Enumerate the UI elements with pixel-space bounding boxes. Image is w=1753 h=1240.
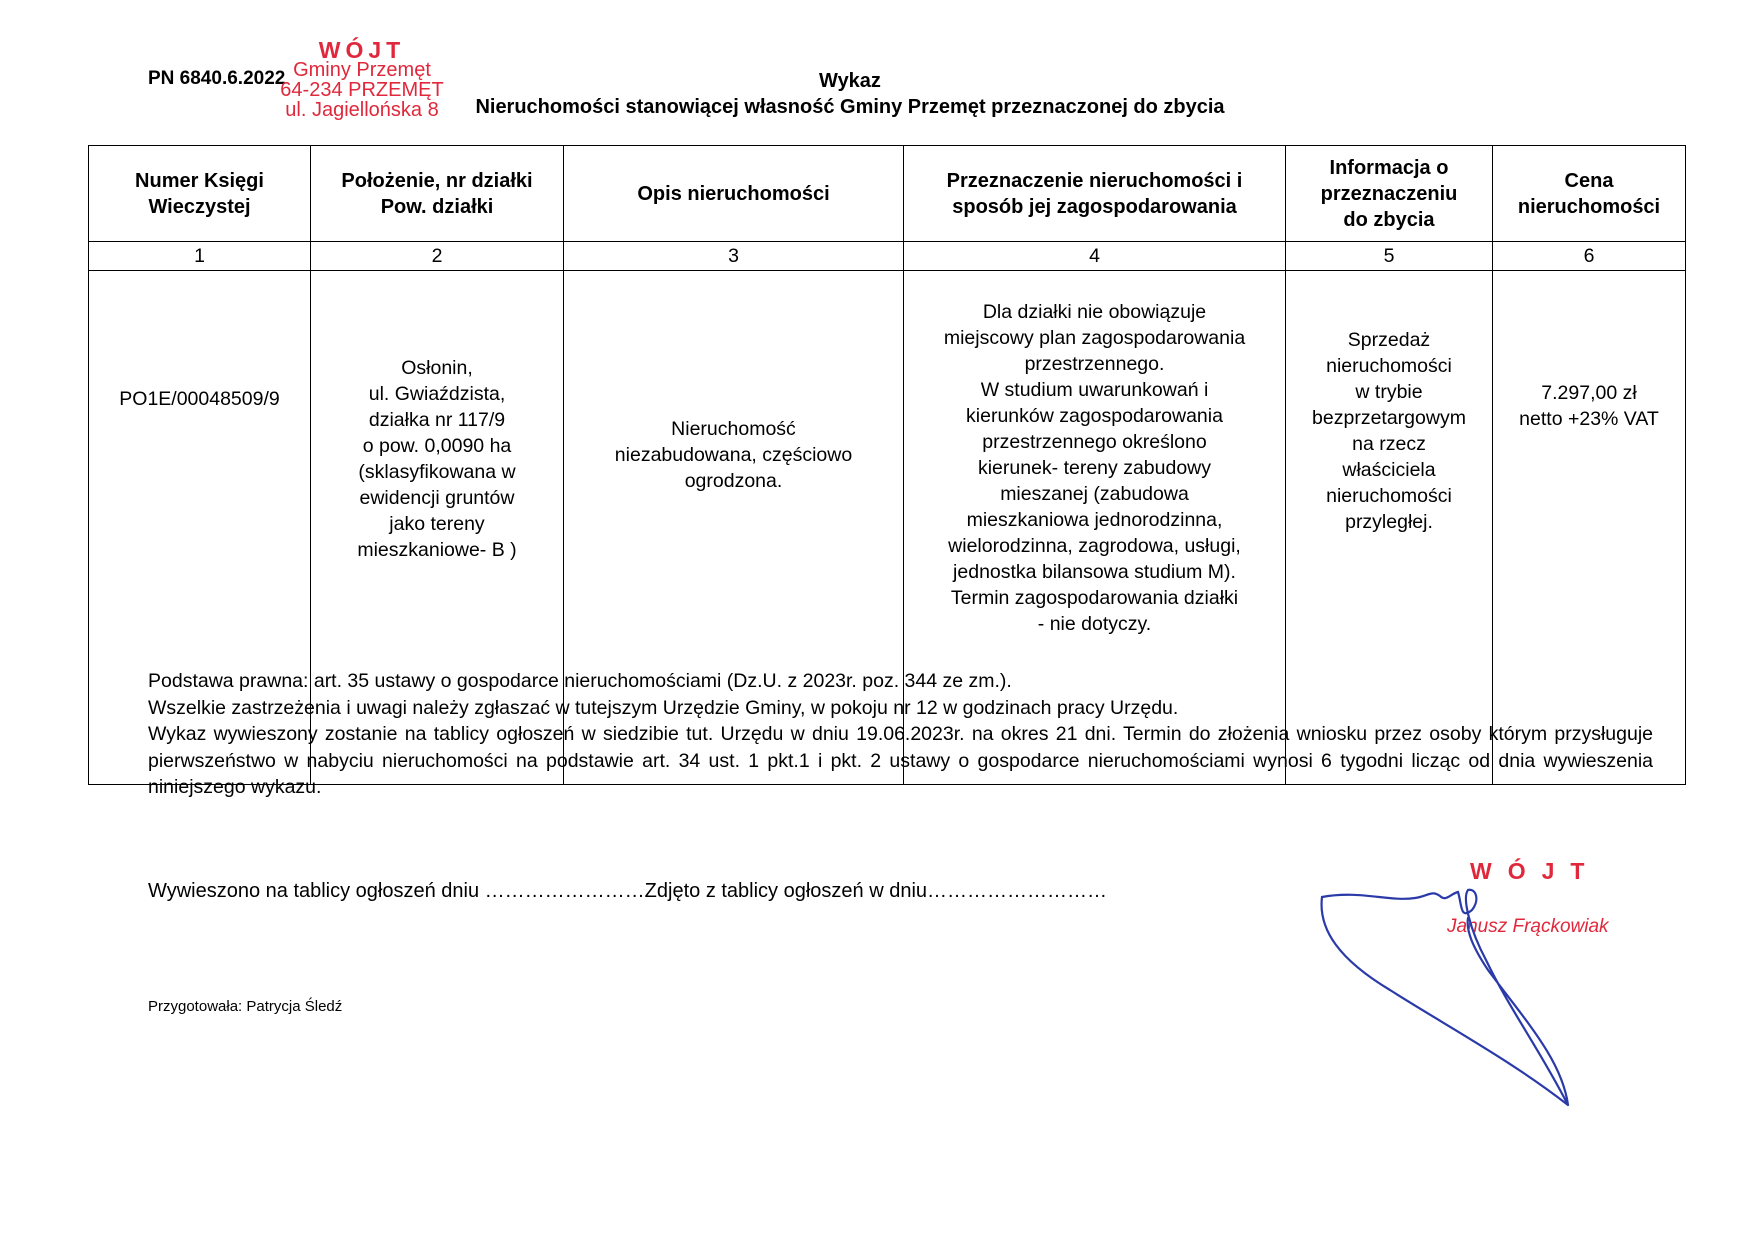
stamp-title: WÓJT [318,37,406,63]
cell-line: ogrodzona. [684,470,783,492]
cell-line: przeznaczeniu [1320,182,1458,205]
cell-line: działka nr 117/9 [368,409,506,431]
cell-line: mieszanej (zabudowa [1000,483,1189,505]
objections-note: Wszelkie zastrzeżenia i uwagi należy zgłaszać w tutejszym Urzędzie Gminy, w pokoju nr 12 w godzinach pracy Urzędu. [148,696,1179,719]
posted-line: Wywieszono na tablicy ogłoszeń dniu ……………………Zdjęto z tablicy ogłoszeń w dniu……………………… [148,880,1108,902]
header-description [564,146,904,242]
posting-note: Wykaz wywieszony zostanie na tablicy ogłoszeń w siedzibie tut. Urzędu w dniu 19.06.2023r. na okres 21 dni. Termin do złożenia wniosku przez osoby którym przysługuje pierwszeństwo w nabyciu nieruchomości na podstawie art. 34 ust. 1 pkt.1 i pkt. 2 ustawy o gospodarce nieruchomościami wynosi 6 tygodni licząc od dnia wywieszenia niniejszego wykazu. [148,723,1653,798]
cell-line: do zbycia [1343,208,1435,231]
cell-line: mieszkaniowe- B ) [357,539,517,561]
document-reference: PN 6840.6.2022 [148,68,286,89]
cell-line: Cena [1564,169,1614,192]
legal-basis: Podstawa prawna: art. 35 ustawy o gospodarce nieruchomościami (Dz.U. z 2023r. poz. 344 ze zm.). [148,670,1012,692]
cell-line: Położenie, nr działki [341,169,533,192]
cell-line: jednostka bilansowa studium M). [953,561,1236,583]
stamp-bottom-name: Janusz Frąckowiak [1447,916,1609,937]
cell-line: Sprzedaż [1347,329,1431,351]
header-location [311,146,564,242]
cell-line: W studium uwarunkowań i [980,379,1209,401]
column-number: 2 [311,242,564,271]
cell-line: mieszkaniowa jednorodzinna, [966,509,1223,531]
table-header-row [89,146,1686,242]
cell-line: przyległej. [1345,511,1433,533]
column-number: 4 [904,242,1286,271]
cell-line: Pow. działki [380,195,494,218]
prepared-by: Przygotowała: Patrycja Śledź [148,998,343,1015]
column-number: 1 [89,242,311,271]
document-title: Wykaz [819,70,881,92]
cell-line: kierunków zagospodarowania [966,405,1223,427]
cell-line: Informacja o [1329,156,1449,179]
stamp-bottom-title: WÓJT [1470,858,1601,884]
table-number-row [89,242,1686,271]
cell-line: ewidencji gruntów [359,487,515,509]
column-number: 5 [1286,242,1493,271]
cell-line: Numer Księgi [135,169,264,192]
cell-line: bezprzetargowym [1312,407,1466,429]
cell-line: na rzecz [1352,433,1426,455]
document-subtitle: Nieruchomości stanowiącej własność Gminy Przemęt przeznaczonej do zbycia [475,96,1225,118]
cell-line: Termin zagospodarowania działki [950,587,1239,609]
stamp-line-2: 64-234 PRZEMĘT [280,79,444,101]
cell-line: Wieczystej [148,195,251,218]
cell-line: Opis nieruchomości [637,182,830,205]
cell-line: nieruchomości [1326,485,1452,507]
stamp-line-1: Gminy Przemęt [293,59,431,81]
legal-notes [148,668,1653,801]
handwritten-signature [1300,860,1630,1110]
cell-line: netto +23% VAT [1519,408,1659,430]
signature-stroke-1 [1322,890,1568,1105]
stamp-line-3: ul. Jagiellońska 8 [285,99,439,121]
cell-line: niezabudowana, częściowo [614,444,853,466]
cell-line: Dla działki nie obowiązuje [982,301,1207,323]
cell-line: (sklasyfikowana w [358,461,516,483]
cell-line: Nieruchomość [671,418,796,440]
cell-line: PO1E/00048509/9 [119,388,280,410]
cell-line: sposób jej zagospodarowania [952,195,1237,218]
column-number: 6 [1493,242,1686,271]
cell-line: o pow. 0,0090 ha [362,435,512,457]
header-price [1493,146,1686,242]
header-sale-info [1286,146,1493,242]
cell-line: wielorodzinna, zagrodowa, usługi, [948,535,1241,557]
cell-line: kierunek- tereny zabudowy [977,457,1212,479]
cell-line: właściciela [1342,459,1436,481]
cell-line: nieruchomości [1517,195,1661,218]
signature-stroke-2 [1322,897,1568,1105]
cell-line: ul. Gwiaździsta, [368,383,506,405]
header-land-register [89,146,311,242]
cell-line: w trybie [1355,381,1423,403]
cell-line: 7.297,00 zł [1541,382,1637,404]
header-purpose [904,146,1286,242]
cell-line: nieruchomości [1326,355,1452,377]
cell-line: Osłonin, [401,357,473,379]
cell-line: Przeznaczenie nieruchomości i [946,169,1243,192]
cell-line: przestrzennego określono [982,431,1207,453]
cell-line: jako tereny [389,513,485,535]
cell-line: - nie dotyczy. [1037,613,1152,635]
cell-line: miejscowy plan zagospodarowania [943,327,1246,349]
cell-line: przestrzennego. [1024,353,1165,375]
column-number: 3 [564,242,904,271]
